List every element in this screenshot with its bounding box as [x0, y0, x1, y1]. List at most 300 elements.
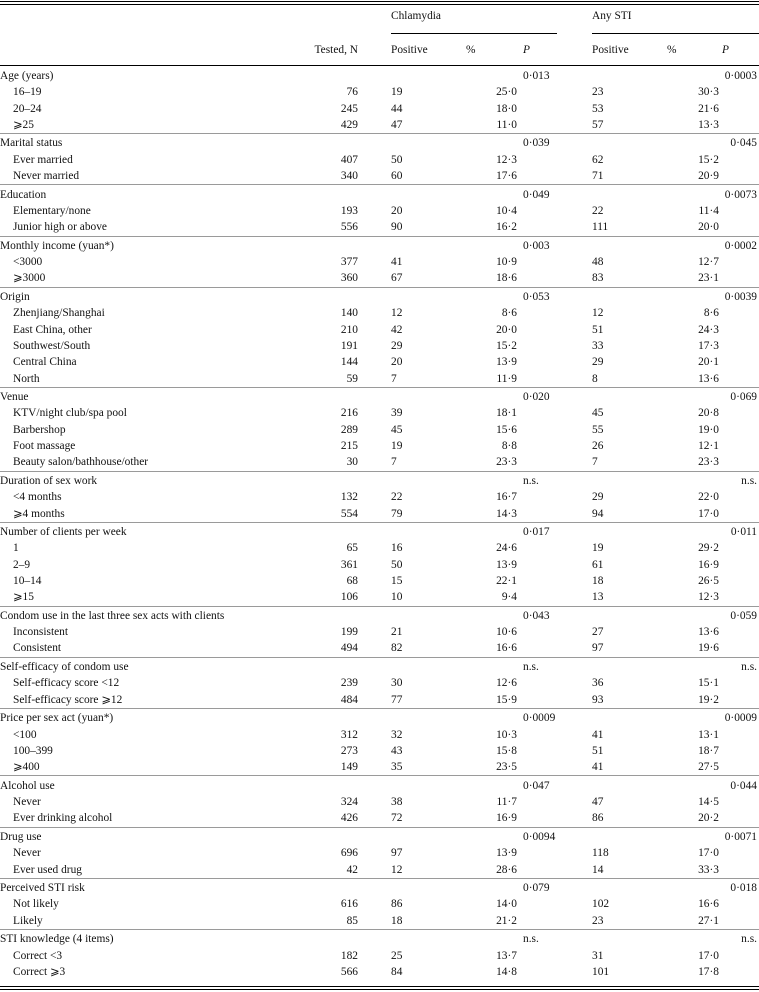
tested-n: 132 [340, 491, 358, 504]
chlamydia-percent: 22·1 [496, 574, 517, 587]
group-label: Education [0, 188, 47, 201]
row-label: <4 months [13, 491, 62, 504]
chlamydia-positive: 7 [391, 372, 397, 385]
row-label: ⩾3000 [13, 272, 46, 285]
chlamydia-percent: 8·6 [501, 307, 517, 320]
row-label: Zhenjiang/Shanghai [13, 307, 105, 320]
chlamydia-p-value: n.s. [523, 474, 539, 487]
chlamydia-positive: 50 [391, 558, 403, 571]
any-sti-percent: 20·8 [698, 407, 719, 420]
any-sti-p-value: n.s. [741, 661, 757, 674]
header-chlamydia: Chlamydia [391, 10, 441, 22]
table-body [0, 68, 759, 980]
row-label: 2–9 [13, 558, 31, 571]
any-sti-positive: 12 [592, 307, 604, 320]
any-sti-positive: 14 [592, 863, 604, 876]
group-separator [0, 287, 759, 288]
tested-n: 85 [346, 914, 358, 927]
group-label: Self-efficacy of condom use [0, 661, 129, 674]
group-label: Number of clients per week [0, 526, 127, 539]
chlamydia-positive: 72 [391, 812, 403, 825]
tested-n: 76 [346, 86, 358, 99]
tested-n: 59 [346, 372, 358, 385]
table-row [0, 727, 759, 743]
table-row [0, 540, 759, 556]
header-chl-percent: % [466, 44, 476, 56]
chlamydia-percent: 23·3 [496, 456, 517, 469]
any-sti-positive: 61 [592, 558, 604, 571]
tested-n: 289 [340, 423, 358, 436]
group-label: Price per sex act (yuan*) [0, 712, 114, 725]
any-sti-percent: 11·4 [698, 204, 719, 217]
any-sti-p-value: 0·069 [730, 391, 757, 404]
tested-n: 216 [340, 407, 358, 420]
chlamydia-p-value: n.s. [523, 933, 539, 946]
chlamydia-p-value: 0·079 [523, 882, 550, 895]
group-label: Drug use [0, 830, 42, 843]
tested-n: 210 [340, 323, 358, 336]
any-sti-positive: 101 [592, 965, 610, 978]
row-label: Beauty salon/bathhouse/other [13, 456, 149, 469]
any-sti-positive: 13 [592, 591, 604, 604]
any-sti-positive: 7 [592, 456, 598, 469]
header-sti-percent: % [667, 44, 677, 56]
tested-n: 426 [340, 812, 358, 825]
table-row [0, 422, 759, 438]
group-header-row [0, 389, 759, 405]
tested-n: 140 [340, 307, 358, 320]
chlamydia-percent: 21·2 [496, 914, 517, 927]
chlamydia-percent: 16·2 [496, 221, 517, 234]
chlamydia-percent: 24·6 [496, 542, 517, 555]
row-label: Junior high or above [13, 221, 107, 234]
chlamydia-p-value: 0·047 [523, 779, 550, 792]
chlamydia-percent: 14·3 [496, 507, 517, 520]
table-row [0, 438, 759, 454]
any-sti-span-rule [592, 33, 759, 34]
any-sti-p-value: 0·059 [730, 609, 757, 622]
any-sti-p-value: 0·0039 [724, 291, 757, 304]
any-sti-positive: 33 [592, 339, 604, 352]
any-sti-p-value: 0·018 [730, 882, 757, 895]
table-row [0, 913, 759, 929]
table-row [0, 152, 759, 168]
chlamydia-positive: 79 [391, 507, 403, 520]
any-sti-p-value: 0·044 [730, 779, 757, 792]
row-label: Never [13, 796, 41, 809]
chlamydia-p-value: 0·003 [523, 239, 550, 252]
tested-n: 68 [346, 574, 358, 587]
row-label: Self-efficacy score ⩾12 [13, 693, 123, 706]
chlamydia-p-value: 0·0094 [523, 830, 556, 843]
any-sti-positive: 118 [592, 847, 609, 860]
group-header-row [0, 68, 759, 84]
chlamydia-positive: 44 [391, 102, 403, 115]
chlamydia-percent: 18·1 [496, 407, 517, 420]
chlamydia-percent: 25·0 [496, 86, 517, 99]
group-separator [0, 708, 759, 709]
table-row [0, 117, 759, 133]
group-separator [0, 606, 759, 607]
any-sti-positive: 93 [592, 693, 604, 706]
table-row [0, 948, 759, 964]
chlamydia-positive: 12 [391, 307, 403, 320]
table-row [0, 589, 759, 605]
chlamydia-p-value: 0·013 [523, 70, 550, 82]
header-tested-text: Tested, N [314, 44, 358, 56]
any-sti-percent: 23·3 [698, 456, 719, 469]
group-header-row [0, 880, 759, 896]
tested-n: 407 [340, 153, 358, 166]
tested-n: 324 [340, 796, 358, 809]
tested-n: 696 [340, 847, 358, 860]
top-rule-1 [0, 1, 759, 2]
any-sti-positive: 71 [592, 170, 604, 183]
table-row [0, 489, 759, 505]
chlamydia-percent: 16·7 [496, 491, 517, 504]
any-sti-percent: 26·5 [698, 574, 719, 587]
row-label: East China, other [13, 323, 92, 336]
tested-n: 340 [340, 170, 358, 183]
row-label: Never married [13, 170, 80, 183]
any-sti-percent: 13·1 [698, 728, 719, 741]
any-sti-percent: 30·3 [698, 86, 719, 99]
row-label: 1 [13, 542, 19, 555]
chlamydia-percent: 20·0 [496, 323, 517, 336]
any-sti-percent: 13·6 [698, 626, 719, 639]
chlamydia-positive: 35 [391, 761, 403, 774]
any-sti-p-value: 0·045 [730, 137, 757, 150]
chlamydia-percent: 18·6 [496, 272, 517, 285]
chlamydia-positive: 25 [391, 949, 403, 962]
chlamydia-percent: 15·6 [496, 423, 517, 436]
chlamydia-p-value: n.s. [523, 661, 539, 674]
chlamydia-positive: 86 [391, 898, 403, 911]
chlamydia-positive: 97 [391, 847, 403, 860]
chlamydia-percent: 13·9 [496, 356, 517, 369]
any-sti-percent: 20·0 [698, 221, 719, 234]
chlamydia-percent: 15·2 [496, 339, 517, 352]
any-sti-p-value: 0·0009 [724, 712, 757, 725]
group-label: Marital status [0, 137, 63, 150]
tested-n: 149 [340, 761, 358, 774]
group-separator [0, 471, 759, 472]
row-label: 20–24 [13, 102, 42, 115]
group-header-row [0, 778, 759, 794]
chlamydia-positive: 19 [391, 440, 403, 453]
header-chl-p: P [523, 44, 530, 56]
any-sti-positive: 41 [592, 728, 604, 741]
table-row [0, 203, 759, 219]
any-sti-positive: 29 [592, 491, 604, 504]
chlamydia-positive: 43 [391, 744, 403, 757]
any-sti-positive: 51 [592, 744, 604, 757]
chlamydia-positive: 7 [391, 456, 397, 469]
tested-n: 215 [340, 440, 358, 453]
tested-n: 193 [340, 204, 358, 217]
row-label: Foot massage [13, 440, 76, 453]
any-sti-positive: 36 [592, 677, 604, 690]
tested-n: 239 [340, 677, 358, 690]
any-sti-percent: 20·9 [698, 170, 719, 183]
group-header-row [0, 829, 759, 845]
any-sti-positive: 47 [592, 796, 604, 809]
chlamydia-percent: 14·8 [496, 965, 517, 978]
row-label: <3000 [13, 256, 43, 269]
any-sti-positive: 51 [592, 323, 604, 336]
table-row [0, 454, 759, 470]
any-sti-percent: 23·1 [698, 272, 719, 285]
group-label: Perceived STI risk [0, 882, 85, 895]
group-header-row [0, 473, 759, 489]
any-sti-percent: 21·6 [698, 102, 719, 115]
any-sti-percent: 20·1 [698, 356, 719, 369]
tested-n: 273 [340, 744, 358, 757]
chlamydia-p-value: 0·053 [523, 291, 550, 304]
chlamydia-percent: 17·6 [496, 170, 517, 183]
table-row [0, 405, 759, 421]
any-sti-positive: 26 [592, 440, 604, 453]
chlamydia-positive: 22 [391, 491, 403, 504]
tested-n: 616 [340, 898, 358, 911]
tested-n: 42 [346, 863, 358, 876]
chlamydia-span-rule [391, 33, 557, 34]
any-sti-positive: 23 [592, 86, 604, 99]
any-sti-positive: 57 [592, 118, 604, 131]
any-sti-percent: 27·5 [698, 761, 719, 774]
any-sti-p-value: 0·0002 [724, 239, 757, 252]
any-sti-p-value: 0·0073 [724, 188, 757, 201]
any-sti-percent: 8·6 [703, 307, 719, 320]
top-rule-2 [0, 4, 759, 5]
chlamydia-p-value: 0·049 [523, 188, 550, 201]
any-sti-positive: 97 [592, 642, 604, 655]
chlamydia-positive: 45 [391, 423, 403, 436]
group-separator [0, 657, 759, 658]
group-label: Duration of sex work [0, 474, 98, 487]
table-row [0, 219, 759, 235]
any-sti-positive: 53 [592, 102, 604, 115]
any-sti-percent: 15·2 [698, 153, 719, 166]
chlamydia-percent: 16·6 [496, 642, 517, 655]
chlamydia-positive: 30 [391, 677, 403, 690]
any-sti-percent: 17·3 [698, 339, 719, 352]
row-label: Barbershop [13, 423, 66, 436]
any-sti-positive: 45 [592, 407, 604, 420]
group-header-row [0, 187, 759, 203]
header-any-sti: Any STI [592, 10, 632, 22]
group-label: Monthly income (yuan*) [0, 239, 114, 252]
chlamydia-positive: 39 [391, 407, 403, 420]
row-label: 16–19 [13, 86, 42, 99]
chlamydia-percent: 11·0 [496, 118, 517, 131]
group-label: Venue [0, 391, 29, 404]
any-sti-percent: 12·3 [698, 591, 719, 604]
chlamydia-percent: 8·8 [501, 440, 517, 453]
table-row [0, 354, 759, 370]
table-row [0, 84, 759, 100]
tested-n: 566 [340, 965, 358, 978]
any-sti-p-value: n.s. [741, 474, 757, 487]
chlamydia-p-value: 0·020 [523, 391, 550, 404]
group-header-row [0, 524, 759, 540]
table-row [0, 759, 759, 775]
group-separator [0, 184, 759, 185]
row-label: 10–14 [13, 574, 42, 587]
group-header-row [0, 710, 759, 726]
any-sti-positive: 111 [592, 221, 609, 234]
tested-n: 360 [340, 272, 358, 285]
group-header-row [0, 135, 759, 151]
bottom-rule-2 [0, 989, 759, 990]
any-sti-positive: 83 [592, 272, 604, 285]
tested-n: 494 [340, 642, 358, 655]
header-chl-positive: Positive [391, 44, 428, 56]
chlamydia-percent: 23·5 [496, 761, 517, 774]
row-label: Self-efficacy score <12 [13, 677, 120, 690]
chlamydia-percent: 13·9 [496, 558, 517, 571]
group-separator [0, 387, 759, 388]
any-sti-positive: 19 [592, 542, 604, 555]
row-label: ⩾25 [13, 118, 34, 131]
table-row [0, 743, 759, 759]
header-sti-positive: Positive [592, 44, 629, 56]
chlamydia-positive: 42 [391, 323, 403, 336]
header-bottom-rule [0, 65, 759, 66]
any-sti-percent: 12·1 [698, 440, 719, 453]
chlamydia-p-value: 0·0009 [523, 712, 556, 725]
tested-n: 199 [340, 626, 358, 639]
any-sti-p-value: n.s. [741, 933, 757, 946]
chlamydia-percent: 18·0 [496, 102, 517, 115]
chlamydia-positive: 38 [391, 796, 403, 809]
any-sti-percent: 12·7 [698, 256, 719, 269]
group-header-row [0, 931, 759, 947]
tested-n: 312 [340, 728, 358, 741]
table-row [0, 896, 759, 912]
any-sti-percent: 13·3 [698, 118, 719, 131]
any-sti-percent: 33·3 [698, 863, 719, 876]
any-sti-percent: 15·1 [698, 677, 719, 690]
chlamydia-positive: 10 [391, 591, 403, 604]
tested-n: 106 [340, 591, 358, 604]
chlamydia-positive: 41 [391, 256, 403, 269]
tested-n: 556 [340, 221, 358, 234]
any-sti-p-value: 0·0003 [724, 70, 757, 82]
group-separator [0, 775, 759, 776]
any-sti-positive: 94 [592, 507, 604, 520]
chlamydia-percent: 10·3 [496, 728, 517, 741]
chlamydia-percent: 13·7 [496, 949, 517, 962]
chlamydia-percent: 11·7 [496, 796, 517, 809]
row-label: Consistent [13, 642, 62, 655]
any-sti-positive: 31 [592, 949, 604, 962]
tested-n: 191 [340, 339, 358, 352]
row-label: ⩾400 [13, 761, 40, 774]
row-label: 100–399 [13, 744, 53, 757]
chlamydia-positive: 18 [391, 914, 403, 927]
any-sti-p-value: 0·011 [730, 526, 757, 539]
row-label: Ever drinking alcohol [13, 812, 113, 825]
any-sti-percent: 16·6 [698, 898, 719, 911]
any-sti-positive: 48 [592, 256, 604, 269]
row-label: Correct ⩾3 [13, 965, 66, 978]
table-row [0, 322, 759, 338]
chlamydia-positive: 15 [391, 574, 403, 587]
chlamydia-percent: 15·9 [496, 693, 517, 706]
group-label: Alcohol use [0, 779, 55, 792]
any-sti-percent: 27·1 [698, 914, 719, 927]
any-sti-positive: 8 [592, 372, 598, 385]
chlamydia-percent: 14·0 [496, 898, 517, 911]
chlamydia-positive: 50 [391, 153, 403, 166]
table-row [0, 810, 759, 826]
chlamydia-positive: 20 [391, 204, 403, 217]
chlamydia-positive: 19 [391, 86, 403, 99]
any-sti-percent: 19·2 [698, 693, 719, 706]
chlamydia-percent: 13·9 [496, 847, 517, 860]
any-sti-percent: 17·0 [698, 507, 719, 520]
any-sti-percent: 19·0 [698, 423, 719, 436]
group-separator [0, 522, 759, 523]
any-sti-positive: 55 [592, 423, 604, 436]
chlamydia-percent: 9·4 [501, 591, 517, 604]
group-separator [0, 236, 759, 237]
table-row [0, 557, 759, 573]
chlamydia-p-value: 0·043 [523, 609, 550, 622]
chlamydia-percent: 10·9 [496, 256, 517, 269]
row-label: Ever married [13, 153, 73, 166]
chlamydia-percent: 10·4 [496, 204, 517, 217]
table-row [0, 692, 759, 708]
chlamydia-p-value: 0·039 [523, 137, 550, 150]
any-sti-positive: 27 [592, 626, 604, 639]
chlamydia-percent: 15·8 [496, 744, 517, 757]
group-label: Condom use in the last three sex acts with clients [0, 609, 225, 622]
group-header-row [0, 238, 759, 254]
any-sti-positive: 86 [592, 812, 604, 825]
row-label: ⩾4 months [13, 507, 65, 520]
table-row [0, 794, 759, 810]
group-label: Age (years) [0, 70, 54, 82]
table-row [0, 845, 759, 861]
table-row [0, 624, 759, 640]
row-label: Central China [13, 356, 77, 369]
row-label: North [13, 372, 40, 385]
table-row [0, 270, 759, 286]
any-sti-percent: 24·3 [698, 323, 719, 336]
chlamydia-positive: 32 [391, 728, 403, 741]
any-sti-positive: 62 [592, 153, 604, 166]
tested-n: 65 [346, 542, 358, 555]
row-label: Southwest/South [13, 339, 91, 352]
any-sti-percent: 13·6 [698, 372, 719, 385]
row-label: KTV/night club/spa pool [13, 407, 127, 420]
row-label: Elementary/none [13, 204, 91, 217]
row-label: <100 [13, 728, 37, 741]
chlamydia-percent: 12·6 [496, 677, 517, 690]
any-sti-percent: 17·8 [698, 965, 719, 978]
chlamydia-positive: 67 [391, 272, 403, 285]
any-sti-positive: 41 [592, 761, 604, 774]
any-sti-percent: 16·9 [698, 558, 719, 571]
group-header-row [0, 659, 759, 675]
any-sti-positive: 23 [592, 914, 604, 927]
group-separator [0, 133, 759, 134]
chlamydia-positive: 12 [391, 863, 403, 876]
table-row [0, 862, 759, 878]
table-row [0, 506, 759, 522]
